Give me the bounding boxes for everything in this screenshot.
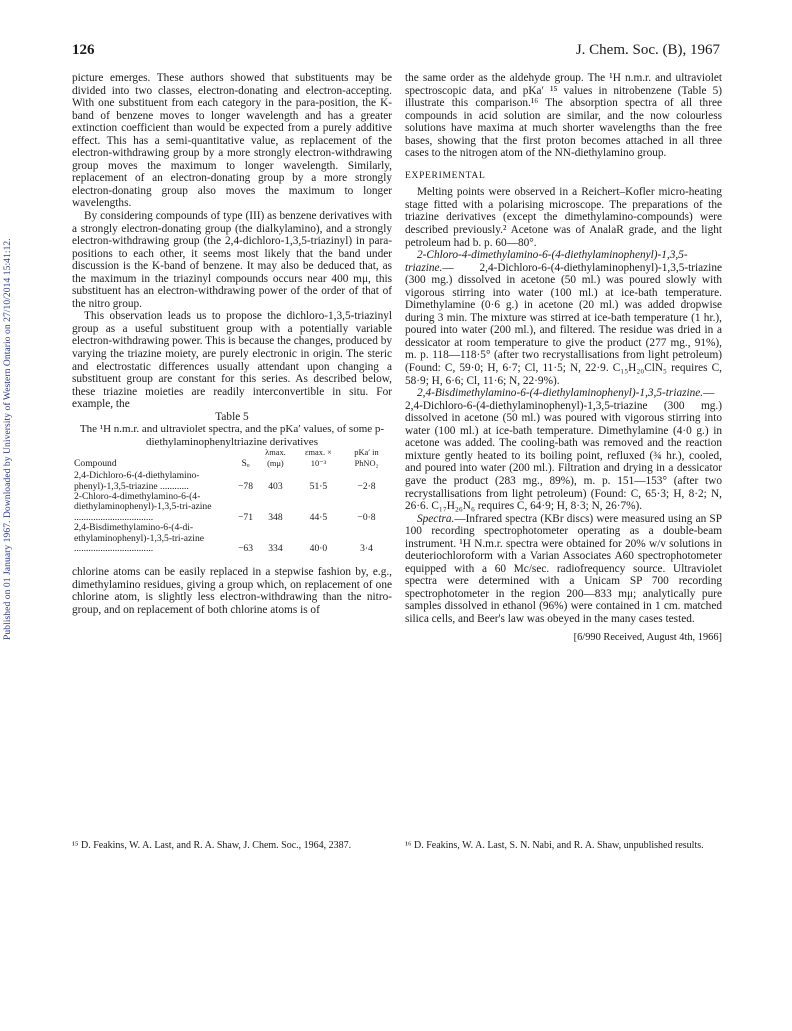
column-header: Sₒ [241, 457, 250, 469]
paragraph: 2-Chloro-4-dimethylamino-6-(4-diethylaminophenyl)-1,3,5-triazine.— 2,4-Dichloro-6-(4-diethylaminophenyl)-1,3,5-triazine (300 mg.) dissolved in acetone (50 ml.) was poured slowly with vigorous stirring into water (100 ml.) at ice-bath temperature. Dimethylamine (0·6 g.) in acetone (20 ml.) was added dropwise during 3 min. The mixture was stirred at ice-bath temperature (1 hr.), poured into water (200 ml.), and filtered. The residue was dried in a dessicator at room temperature to give the product (277 mg., 91%), m. p. 118—118·5° (after two recrystallisations from light petroleum) (Found: C, 59·0; H, 6·7; Cl, 11·5; N, 22·9. C₁₅H₂₀ClN₅ requires C, 58·9; H, 6·6; Cl, 11·6; N, 22·9%). [405, 249, 722, 387]
download-watermark [2, 80, 18, 640]
footnote: ¹⁵ D. Feakins, W. A. Last, and R. A. Shaw, J. Chem. Soc., 1964, 2387. [72, 840, 352, 851]
paragraph: This observation leads us to propose the dichloro-1,3,5-triazinyl group as a useful substituent group with a potentially variable electron-withdrawing power. This is because the changes, produced by varying the triazine moiety, are purely electronic in origin. The steric and electrostatic differences usually attendant upon changing a substituent group are constant for this series. As described below, these triazine moieties are readily interconvertible in situ. For example, the [72, 310, 392, 411]
cell-s: −71 [238, 511, 254, 523]
cell-epsilon: 40·0 [309, 542, 328, 554]
journal-citation: J. Chem. Soc. (B), 1967 [575, 42, 720, 58]
download-notice: Published on 01 January 1967. Downloaded by University of Western Ontario on 27/10/2014 15:41:12. [2, 238, 13, 640]
table-caption: Table 5 [215, 410, 249, 423]
page-header [72, 42, 720, 62]
table-row [72, 523, 392, 554]
cell-compound: 2,4-Bisdimethylamino-6-(4-di-ethylaminophenyl)-1,3,5-tri-azine ................................. [74, 522, 205, 554]
column-header: pKa′ in PhNO₂ [354, 448, 379, 468]
cell-pka: −2·8 [357, 480, 376, 492]
cell-epsilon: 44·5 [309, 511, 328, 523]
cell-pka: −0·8 [357, 511, 376, 523]
cell-lambda: 403 [268, 480, 283, 492]
received-date: [6/990 Received, August 4th, 1966] [573, 631, 722, 643]
footnote: ¹⁶ D. Feakins, W. A. Last, S. N. Nabi, and R. A. Shaw, unpublished results. [405, 840, 704, 851]
column-header: εmax. × 10⁻³ [305, 448, 332, 468]
table-header-row [72, 448, 392, 471]
column-header: Compound [74, 457, 117, 469]
cell-pka: 3·4 [360, 542, 373, 554]
section-heading: EXPERIMENTAL [405, 170, 486, 181]
table-5 [72, 411, 392, 555]
cell-lambda: 348 [268, 511, 283, 523]
paragraph: the same order as the aldehyde group. The ¹H n.m.r. and ultraviolet spectroscopic data, and pKa′ ¹⁵ values in nitrobenzene (Table 5) illustrate this comparison.¹⁶ The absorption spectra of all three compounds in acid solution are similar, and the now colourless solutions have maxima at much shorter wavelengths than the free bases, showing that the first proton becomes attached in all three cases to the nitrogen atom of the NN-diethylamino group. [405, 72, 722, 160]
subsection-heading: Spectra. [417, 512, 455, 525]
cell-epsilon: 51·5 [309, 480, 328, 492]
table-title: The ¹H n.m.r. and ultraviolet spectra, and the pKa′ values, of some p-diethylaminophenyltriazine derivatives [79, 423, 385, 448]
compound-heading: 2-Chloro-4-dimethylamino-6-(4-diethylaminophenyl)-1,3,5-triazine. [405, 249, 688, 274]
cell-s: −63 [238, 542, 254, 554]
column-header: λmax. (mμ) [265, 448, 286, 468]
compound-heading: 2,4-Bisdimethylamino-6-(4-diethylaminophenyl)-1,3,5-triazine. [417, 387, 704, 400]
page-number: 126 [72, 42, 95, 58]
cell-compound: 2-Chloro-4-dimethylamino-6-(4-diethylaminophenyl)-1,3,5-tri-azine ................................. [74, 490, 212, 523]
paragraph: chlorine atoms can be easily replaced in a stepwise fashion by, e.g., dimethylamino residues, giving a group which, on replacement of one chlorine atom, is slightly less electron-withdrawing than the nitro-group, and on replacement of both chlorine atoms is of [72, 566, 392, 617]
right-column [405, 72, 722, 644]
paragraph: Melting points were observed in a Reichert–Kofler micro-heating stage fitted with a polarising microscope. The preparations of the triazine derivatives (except the dimethylamino-compounds) were described previously.² Acetone was of AnalaR grade, and the light petroleum had b. p. 60—80°. [405, 186, 722, 249]
table-row [72, 492, 392, 523]
data-table [72, 448, 392, 554]
paragraph: By considering compounds of type (III) as benzene derivatives with a strongly electron-donating group (the dialkylamino), and a strongly electron-withdrawing group (the 2,4-dichloro-1,3,5-triazinyl) in para-positions to each other, it seems most likely that the band under discussion is the K-band of benzene. It may also be deduced that, as the maximum in the triazinyl compounds occurs near 400 mμ, this substituent has an electron-withdrawing power of the order of that of the nitro group. [72, 210, 392, 310]
cell-compound: 2,4-Dichloro-6-(4-diethylamino-phenyl)-1,3,5-triazine ............ [74, 470, 200, 492]
cell-s: −78 [238, 480, 254, 492]
paragraph: picture emerges. These authors showed that substituents may be divided into two classes, electron-donating and electron-accepting. With one substituent from each category in the para-position, the K-band of benzene moves to longer wavelength and has a greater extinction coefficient than would be expected from a purely additive effect. This has a semi-quantitative value, as replacement of the electron-withdrawing group by a more strongly electron-withdrawing group moves the maximum to longer wavelength. Similarly, replacement of an electron-donating group by a more strongly electron-donating group also moves the maximum to longer wavelengths. [72, 72, 392, 210]
cell-lambda: 334 [268, 542, 283, 554]
paragraph: Spectra.—Infrared spectra (KBr discs) were measured using an SP 100 recording spectrophotometer operating as a double-beam instrument. ¹H N.m.r. spectra were obtained for 20% w/v solutions in deuteriochloroform with a Varian Associates A60 spectrophotometer equipped with a 60 Mc/sec. radiofrequency source. Ultraviolet spectra were determined with a Unicam SP 700 recording spectrophotometer in the region 200—833 mμ; analytically pure samples dissolved in ethanol (96%) were contained in 1 cm. matched silica cells, and Beer's law was obeyed in the many cases tested. [405, 512, 722, 625]
paragraph: 2,4-Bisdimethylamino-6-(4-diethylaminophenyl)-1,3,5-triazine.— 2,4-Dichloro-6-(4-diethylaminophenyl)-1,3,5-triazine (300 mg.) dissolved in acetone (50 ml.) was poured with vigorous stirring into water (100 ml.) at ice-bath temperature. Dimethylamine (4·0 g.) in acetone was added. The cooling-bath was removed and the reaction mixture gently heated to its boiling point, refluxed (¾ hr.), cooled, and poured into water (200 ml.). Filtration and drying in a dessicator gave the product (283 mg., 89%), m. p. 151—153° (after two recrystallisations from light petroleum) (Found: C, 65·3; H, 8·2; N, 26·6. C₁₇H₂₆N₆ requires C, 64·9; H, 8·3; N, 26·7%). [405, 387, 722, 513]
table-row [72, 471, 392, 492]
left-column [72, 72, 392, 617]
